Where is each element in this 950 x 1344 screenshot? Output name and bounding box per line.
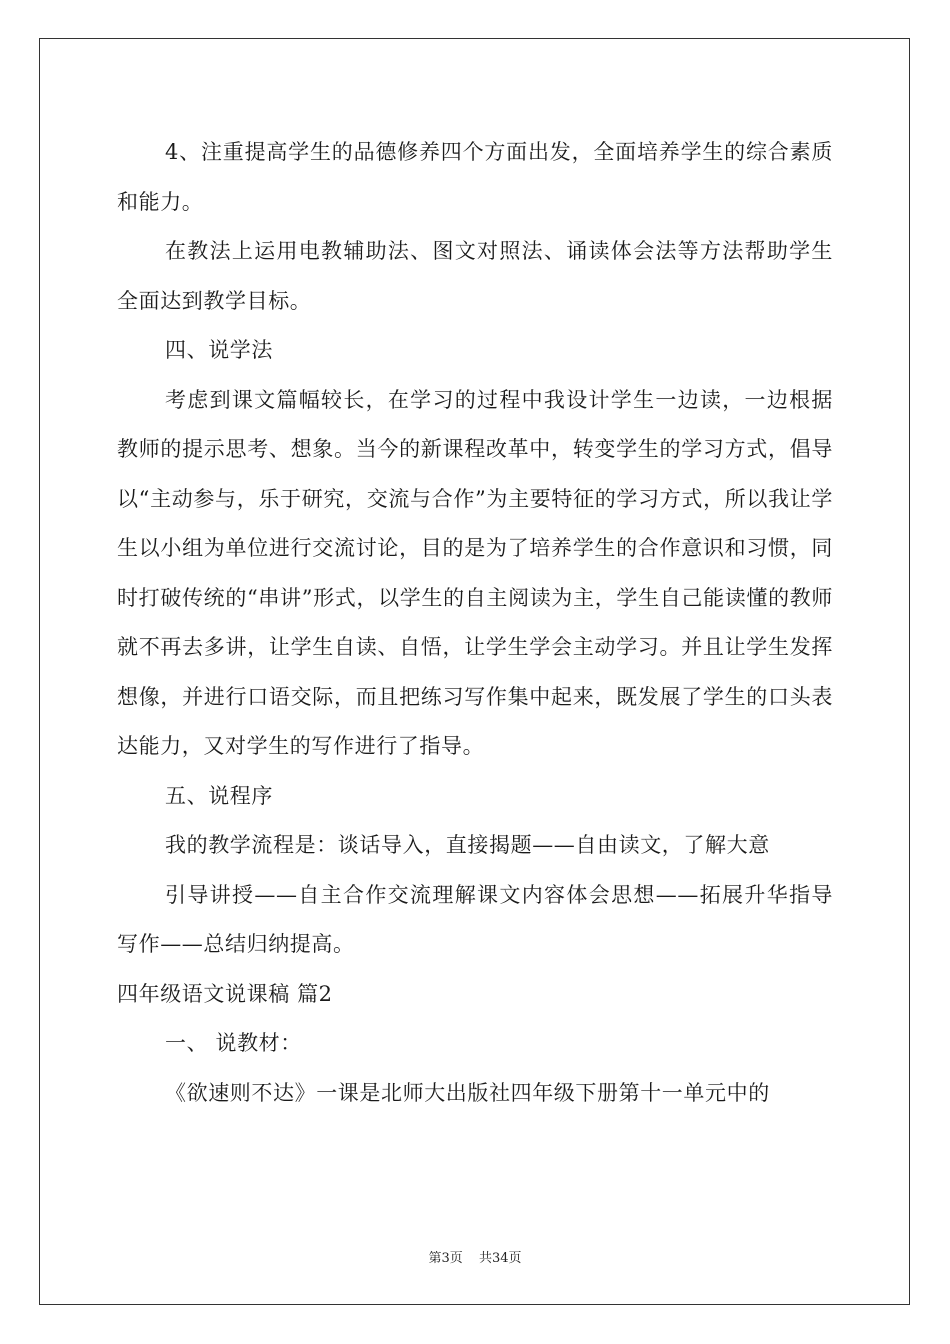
page-footer — [0, 1247, 950, 1266]
page-number: 第3页 — [428, 1251, 463, 1266]
paragraph: 4、注重提高学生的品德修养四个方面出发，全面培养学生的综合素质和能力。 — [117, 140, 833, 214]
paragraph: 《欲速则不达》一课是北师大出版社四年级下册第十一单元中的 — [165, 1080, 770, 1105]
article-title: 四年级语文说课稿 篇2 — [117, 981, 333, 1006]
paragraph: 考虑到课文篇幅较长，在学习的过程中我设计学生一边读，一边根据教师的提示思考、想象。当今的新课程改革中，转变学生的学习方式，倡导以“主动参与，乐于研究，交流与合作”为主要特征的学习方式，所以我让学生以小组为单位进行交流讨论，目的是为了培养学生的合作意识和习惯，同时打破传统的“串讲”形式，以学生的自主阅读为主，学生自己能读懂的教师就不再去多讲，让学生自读、自悟，让学生学会主动学习。并且让学生发挥想像，并进行口语交际，而且把练习写作集中起来，既发展了学生的口头表达能力，又对学生的写作进行了指导。 — [117, 387, 833, 758]
paragraph: 我的教学流程是：谈话导入，直接揭题——自由读文，了解大意 — [165, 833, 770, 857]
section-heading: 一、 说教材： — [165, 1031, 302, 1055]
document-body — [117, 128, 833, 1118]
page-total: 共34页 — [478, 1251, 522, 1266]
section-heading: 四、说学法 — [165, 338, 273, 362]
section-heading: 五、说程序 — [165, 783, 273, 808]
paragraph: 在教法上运用电教辅助法、图文对照法、诵读体会法等方法帮助学生全面达到教学目标。 — [117, 239, 833, 313]
paragraph: 引导讲授——自主合作交流理解课文内容体会思想——拓展升华指导写作——总结归纳提高。 — [117, 882, 833, 956]
